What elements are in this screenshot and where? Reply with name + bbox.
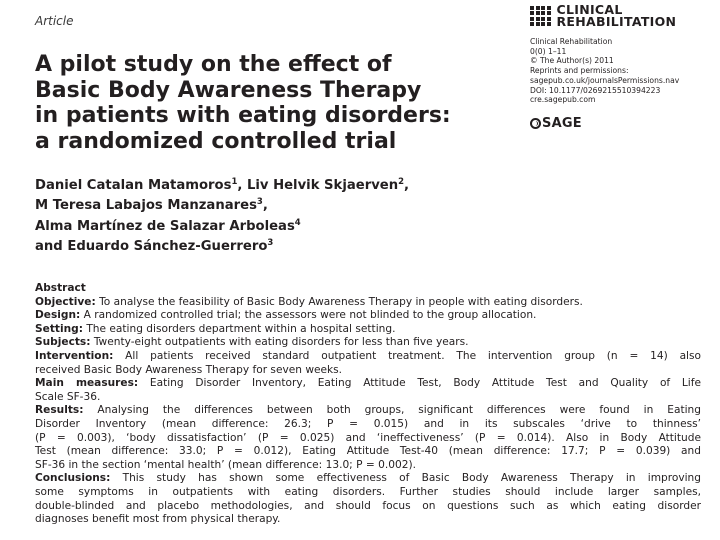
affiliation-marker: 3 (267, 237, 274, 248)
journal-name-line1: CLINICAL (556, 2, 623, 17)
section-text: Twenty-eight outpatients with eating disorders for less than five years. (93, 336, 469, 349)
article-title (35, 52, 451, 154)
author-list (35, 174, 409, 255)
author-name: Alma Martínez de Salazar Arboleas (35, 218, 295, 234)
publisher-logo (530, 116, 582, 131)
section-text: This study has shown some effectiveness of Basic Body Awareness Therapy in improving (122, 472, 701, 485)
journal-logo (530, 4, 676, 28)
abstract-subjects (35, 336, 701, 350)
section-label: Objective: (35, 295, 96, 308)
journal-title-text: Clinical Rehabilitation (530, 37, 613, 46)
affiliation-marker: 3 (256, 197, 263, 208)
journal-meta (530, 37, 679, 105)
copyright: © The Author(s) 2011 (530, 56, 614, 66)
section-label: Design: (35, 309, 81, 322)
section-text: Eating Disorder Inventory, Eating Attitude Test, Body Attitude Test and Quality of Life (149, 377, 702, 390)
abstract-results-cont: SF-36 in the section ‘mental health’ (mean difference: 13.0; P = 0.002). (35, 458, 416, 471)
volume-pages: 0(0) 1–11 (530, 46, 567, 56)
section-label: Subjects: (35, 336, 91, 349)
author-line (35, 215, 409, 235)
affiliation-marker: 2 (398, 177, 405, 187)
author-separator: , (404, 178, 410, 193)
abstract-main-measures-cont: Scale SF-36. (35, 390, 101, 403)
article-type-label: Article (35, 14, 74, 28)
section-text: Analysing the differences between both groups, significant differences were found in Eating (97, 404, 701, 417)
abstract-setting (35, 323, 701, 337)
author-separator: , (262, 198, 268, 214)
journal-name (557, 4, 677, 28)
title-line: in patients with eating disorders: (35, 103, 451, 128)
abstract-results (35, 404, 701, 418)
author-name: and Eduardo Sánchez-Guerrero (35, 238, 268, 254)
abstract-objective (35, 296, 701, 310)
section-text: A randomized controlled trial; the assessors were not blinded to the group allocation. (83, 309, 537, 322)
abstract-intervention (35, 350, 701, 364)
journal-logo-icon (530, 6, 551, 27)
section-text: The eating disorders department within a hospital setting. (86, 322, 396, 335)
publisher-name: SAGE (542, 116, 582, 131)
title-line: a randomized controlled trial (35, 128, 397, 154)
journal-website-link[interactable]: cre.sagepub.com (530, 95, 596, 105)
doi[interactable]: DOI: 10.1177/0269215510394223 (530, 85, 661, 95)
abstract-conclusions-cont: diagnoses benefit most from physical therapy. (35, 513, 281, 526)
affiliation-marker: 4 (294, 217, 301, 228)
section-text: To analyse the feasibility of Basic Body Awareness Therapy in people with eating disorders. (99, 295, 583, 308)
abstract (35, 282, 701, 527)
author-line (35, 194, 409, 214)
abstract-heading: Abstract (35, 282, 86, 294)
section-label: Intervention: (35, 349, 114, 362)
abstract-conclusions (35, 472, 701, 486)
affiliation-marker: 1 (231, 177, 238, 187)
author-name: Daniel Catalan Matamoros (35, 178, 232, 193)
author-name: M Teresa Labajos Manzanares (35, 198, 257, 214)
title-line: A pilot study on the effect of (35, 52, 392, 77)
sage-logo-icon (530, 118, 541, 129)
journal-name-line2: REHABILITATION (556, 14, 677, 29)
author-line (35, 174, 409, 194)
abstract-conclusions-cont: double-blinded and placebo methodologies, and should focus on questions such as which eating disorder (35, 499, 701, 512)
abstract-results-cont: Disorder Inventory (mean difference: 26.3; P = 0.015) and in its subscales ‘drive to thinness’ (35, 417, 701, 430)
title-line: Basic Body Awareness Therapy (35, 77, 422, 103)
abstract-conclusions-cont: some symptoms in outpatients with eating disorders. Further studies should include larger samples, (35, 485, 701, 498)
abstract-design (35, 309, 701, 323)
section-label: Results: (35, 404, 84, 417)
section-label: Main measures: (35, 377, 139, 390)
reprints-label: Reprints and permissions: (530, 66, 629, 76)
author-line (35, 235, 409, 255)
abstract-intervention-cont: received Basic Body Awareness Therapy for seven weeks. (35, 363, 343, 376)
section-label: Setting: (35, 322, 83, 335)
author-separator: , (237, 178, 247, 193)
section-text: All patients received standard outpatient treatment. The intervention group (n = 14) also (125, 349, 702, 362)
abstract-results-cont: Test (mean difference: 33.0; P = 0.012), Eating Attitude Test-40 (mean difference: 17.7; P = 0.039) and (35, 445, 701, 458)
abstract-main-measures (35, 377, 701, 391)
author-name: Liv Helvik Skjaerven (246, 178, 399, 193)
permissions-link[interactable]: sagepub.co.uk/journalsPermissions.nav (530, 75, 680, 85)
section-label: Conclusions: (35, 472, 111, 485)
abstract-results-cont: (P = 0.003), ‘body dissatisfaction’ (P = 0.025) and ‘ineffectiveness’ (P = 0.014). Also in Body Attitude (35, 431, 701, 444)
